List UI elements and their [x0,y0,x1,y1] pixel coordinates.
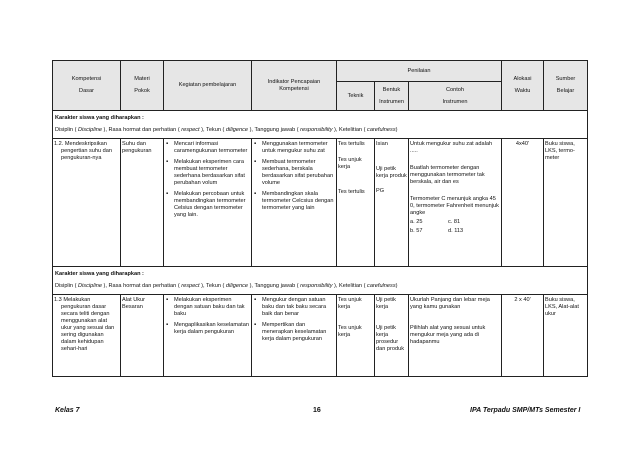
header-bentuk: Bentuk [382,86,401,93]
header-belajar: Belajar [556,88,575,94]
options-row-1: a. 25 c. 81 [410,219,461,225]
header-kegiatan: Kegiatan pembelajaran [178,82,237,88]
list-item: ▪ Menggunakan termometer untuk mengukur suhu zat [262,141,335,155]
col-teknik [337,82,375,111]
col-kegiatan [164,61,252,111]
character-band-title: Karakter siswa yang diharapkan : [55,271,144,277]
list-item: ▪ Membuat termometer sederhana, berskala berdasarkan sifat perubahan volume [262,159,335,187]
character-band-title: Karakter siswa yang diharapkan : [55,115,144,121]
bentuk-cell: Uji petik kerja Uji petik kerja prosedur dan produk [375,295,409,377]
table-row [53,139,588,267]
list-item: ▪ Mencari informasi caramengukunan termometer [174,141,250,155]
header-alokasi: Alokasi [513,76,532,82]
table-row [53,295,588,377]
header-dasar: Dasar [79,88,94,94]
indikator-cell [252,139,337,267]
kd-cell: 1.3 Melakukan pengukuran dasar secara teliti dengan menggunakan alat ukur yang sesuai dan sering digunakan dalam kehidupan sehari-hari [53,295,121,377]
footer-class: Kelas 7 [55,407,80,414]
alokasi-cell: 4x40' [502,139,544,267]
kd-cell: 1.2. Mendeskripsikan pengertian suhu dan pengukuran-nya [53,139,121,267]
header-penilaian: Penilaian [407,67,431,74]
sumber-cell: Buku siswa, LKS, Alat-alat ukur [544,295,588,377]
options-row-2: b. 57 d. 113 [410,228,464,234]
list-item: ▪ Melakukan percobaan untuk membandingkan termometer Celsius dengan termometer yang lain. [174,191,250,219]
col-kompetensi-dasar [53,61,121,111]
header-indikator: Indikator Pencapaian Kompetensi [267,78,321,92]
sumber-cell: Buku siswa, LKS, termo-meter [544,139,588,267]
alokasi-cell: 2 x 40' [502,295,544,377]
teknik-cell: Tes tertulis Tes unjuk kerja Tes tertulis [337,139,375,267]
header-teknik: Teknik [347,92,364,99]
indikator-cell [252,295,337,377]
character-band-cell [53,111,588,139]
header-kompetensi: Kompetensi [71,76,102,82]
character-band-cell [53,267,588,295]
footer-subject: IPA Terpadu SMP/MTs Semester I [470,407,581,414]
materi-cell: Alat Ukur Besaran [121,295,164,377]
header-instrumen-1: Instrumen [379,98,404,105]
header-row-1 [53,61,588,82]
kegiatan-cell [164,139,252,267]
col-materi-pokok [121,61,164,111]
col-penilaian [337,61,502,82]
lesson-plan-table-wrapper [52,60,587,377]
list-item: ▪ Mengaplikasikan keselamatan kerja dalam pengukuran [174,322,250,336]
col-indikator [252,61,337,111]
contoh-cell: Ukurlah Panjang dan lebar meja yang kamu gunakan Pilihlah alat yang sesuai untuk mengukur meja yang ada di hadapanmu [409,295,502,377]
col-sumber-belajar [544,61,588,111]
character-band-1 [53,111,588,139]
list-item: ▪ Mempertikan dan menerapkan keselamatan kerja dalam pengukuran [262,322,335,343]
list-item: ▪ Melakukan eksperimen dengan satuan baku dan tak baku [174,297,250,318]
teknik-cell: Tes unjuk kerja Tes unjuk kerja [337,295,375,377]
kegiatan-cell [164,295,252,377]
contoh-cell: Untuk mengukur suhu zat adalah ..... Buatlah termometer dengan menggunakan termometer tak berskala, air dan es Termometer C menunjuk angka 45 0, termometer Fahrenheit menunjuk angke a. 25 c. 81 b. 57 d. 113 [409,139,502,267]
header-contoh: Contoh [445,86,465,93]
header-pokok: Pokok [134,88,150,94]
header-instrumen-2: Instrumen [442,98,468,105]
character-band-values: Disiplin ( Discipline ), Rasa hormat dan perhatian ( respect ), Tekun ( diligence ), Tanggung jawab ( responsibility ), Ketelitian ( carefulness) [55,283,398,289]
list-item: ▪ Membandingkan skala termometer Celcsius dengan termometer yang lain [262,191,335,212]
list-item: ▪ Melakukan eksperimen cara membuat termometer sederhana berdasarkan sifat perubahan volum [174,159,250,187]
character-band-2 [53,267,588,295]
syllabus-table [52,60,588,377]
col-alokasi-waktu [502,61,544,111]
character-band-values: Disiplin ( Discipline ), Rasa hormat dan perhatian ( respect ), Tekun ( diligence ), Tanggung jawab ( responsibility ), Ketelitian ( carefulness) [55,127,398,133]
header-materi: Materi [134,76,150,82]
materi-cell: Suhu dan pengukuran [121,139,164,267]
bentuk-cell: Isian Uji petik kerja produk PG [375,139,409,267]
header-sumber: Sumber [555,76,576,82]
header-waktu: Waktu [514,88,531,94]
col-contoh-instrumen [409,82,502,111]
footer-page-number: 16 [313,407,321,414]
list-item: ▪ Mengukur dengan satuan baku dan tak baku secara baik dan benar [262,297,335,318]
col-bentuk-instrumen [375,82,409,111]
